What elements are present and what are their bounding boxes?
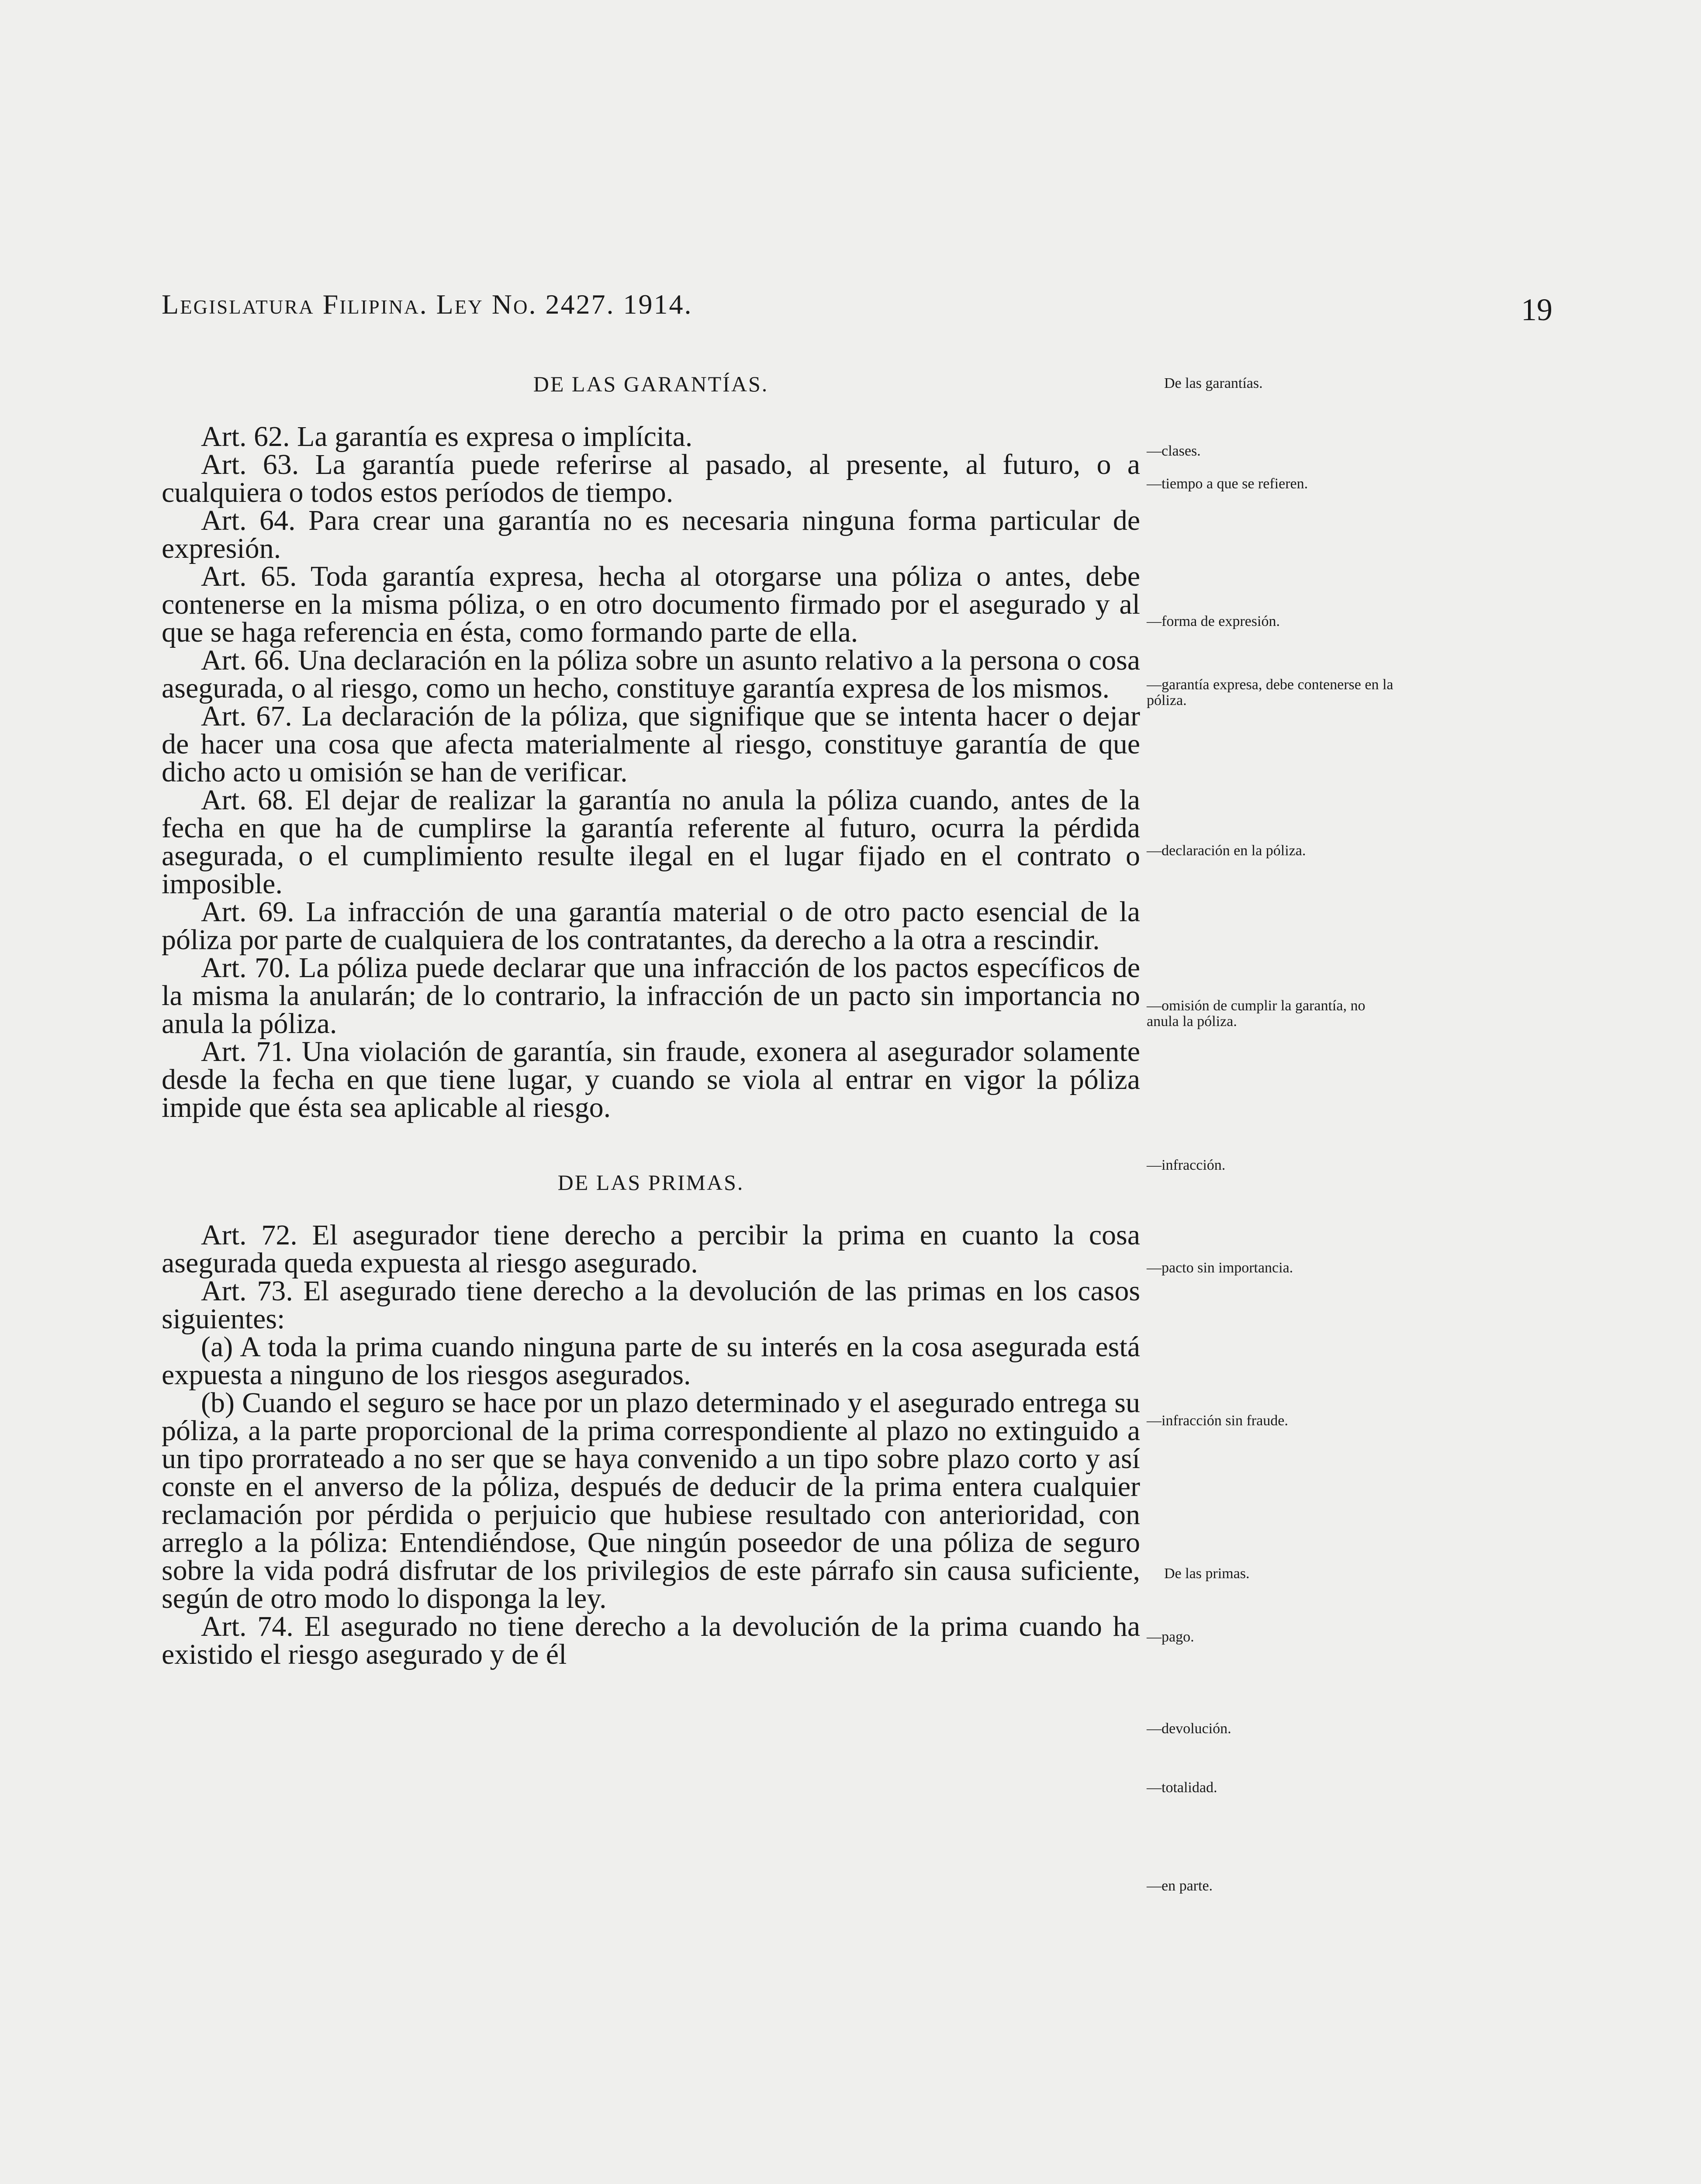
article-67: Art. 67. La declaración de la póliza, que signifique que se intenta hacer o dejar de hacer una cosa que afecta materialmente al riesgo, constituye garantía de que dicho acto u omisión se han de verificar.: [162, 700, 1140, 788]
margin-note: —pacto sin importancia.: [1147, 1260, 1293, 1276]
margin-note: —tiempo a que se refieren.: [1147, 476, 1308, 492]
article-72: Art. 72. El asegurador tiene derecho a percibir la prima en cuanto la cosa asegurada queda expuesta al riesgo asegurado.: [162, 1219, 1140, 1279]
article-66: Art. 66. Una declaración en la póliza sobre un asunto relativo a la persona o cosa asegurada, o al riesgo, como un hecho, constituye garantía expresa de los mismos.: [162, 644, 1140, 704]
section-title: DE LAS PRIMAS.: [557, 1170, 744, 1195]
page-header: [162, 288, 1552, 332]
page-number: 19: [1521, 292, 1552, 327]
margin-note: —infracción.: [1147, 1157, 1226, 1173]
margin-note: —pago.: [1147, 1629, 1194, 1645]
running-title: Legislatura Filipina. Ley No. 2427. 1914.: [162, 289, 693, 320]
margin-note: —infracción sin fraude.: [1147, 1413, 1288, 1429]
margin-note: —en parte.: [1147, 1878, 1213, 1894]
article-74: Art. 74. El asegurado no tiene derecho a la devolución de la prima cuando ha existido el riesgo asegurado y de él: [162, 1610, 1140, 1670]
main-text-column: [162, 371, 1140, 1669]
article-73: Art. 73. El asegurado tiene derecho a la devolución de las primas en los casos siguientes:: [162, 1275, 1140, 1335]
article-70: Art. 70. La póliza puede declarar que una infracción de los pactos específicos de la misma la anularán; de lo contrario, la infracción de un pacto sin importancia no anula la póliza.: [162, 952, 1140, 1040]
section-title: DE LAS GARANTÍAS.: [533, 372, 769, 396]
article-71: Art. 71. Una violación de garantía, sin fraude, exonera al asegurador solamente desde la fecha en que tiene lugar, y cuando se viola al entrar en vigor la póliza impide que ésta sea aplicable al riesgo.: [162, 1036, 1140, 1123]
article-69: Art. 69. La infracción de una garantía material o de otro pacto esencial de la póliza por parte de cualquiera de los contratantes, da derecho a la otra a rescindir.: [162, 896, 1140, 956]
article-64: Art. 64. Para crear una garantía no es necesaria ninguna forma particular de expresión.: [162, 505, 1140, 564]
margin-note: De las garantías.: [1164, 375, 1263, 391]
margin-note: —totalidad.: [1147, 1780, 1217, 1796]
margin-note: —omisión de cumplir la garantía, no anula la póliza.: [1147, 998, 1366, 1030]
margin-note: —declaración en la póliza.: [1147, 843, 1306, 859]
margin-note: De las primas.: [1164, 1565, 1250, 1582]
article-73-a: (a) A toda la prima cuando ninguna parte de su interés en la cosa asegurada está expuesta a ninguno de los riesgos asegurados.: [162, 1331, 1140, 1391]
margin-note: —forma de expresión.: [1147, 613, 1280, 629]
article-62: Art. 62. La garantía es expresa o implícita.: [201, 421, 693, 453]
article-63: Art. 63. La garantía puede referirse al pasado, al presente, al futuro, o a cualquiera o todos estos períodos de tiempo.: [162, 449, 1140, 508]
margin-note: —devolución.: [1147, 1721, 1231, 1737]
article-68: Art. 68. El dejar de realizar la garantía no anula la póliza cuando, antes de la fecha en que ha de cumplirse la garantía referente al futuro, ocurra la pérdida asegurada, o el cumplimiento resulte ilegal en el lugar fijado en el contrato o imposible.: [162, 784, 1140, 900]
margin-note: —clases.: [1147, 443, 1201, 459]
article-73-b: (b) Cuando el seguro se hace por un plazo determinado y el asegurado entrega su póliza, a la parte proporcional de la prima correspondiente al plazo no extinguido a un tipo prorrateado a no ser que se haya convenido a un tipo sobre plazo corto y así conste en el anverso de la póliza, después de deducir de la prima entera cualquier reclamación por pérdida o perjuicio que hubiese resultado con anterioridad, con arreglo a la póliza: Entendiéndose, Que ningún poseedor de una póliza de seguro sobre la vida podrá disfrutar de los privilegios de este párrafo sin causa suficiente, según de otro modo lo disponga la ley.: [162, 1387, 1140, 1614]
article-65: Art. 65. Toda garantía expresa, hecha al otorgarse una póliza o antes, debe contenerse en la misma póliza, o en otro documento firmado por el asegurado y al que se haga referencia en ésta, como formando parte de ella.: [162, 560, 1140, 648]
margin-note: —garantía expresa, debe contenerse en la póliza.: [1147, 677, 1393, 708]
